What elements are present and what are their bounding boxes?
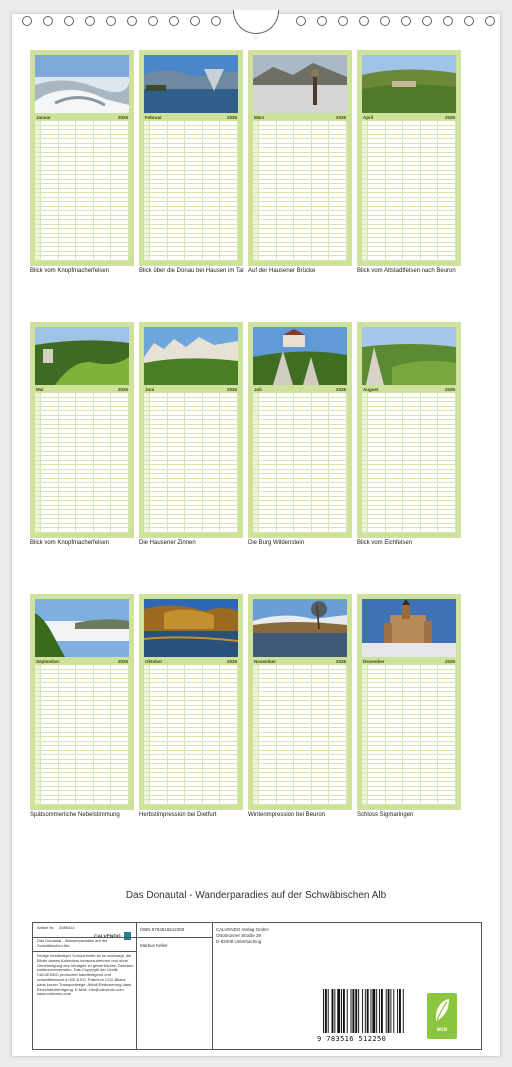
month-header: [253, 113, 347, 121]
month-name: November: [254, 658, 277, 664]
month-calendar-sheet: [30, 322, 134, 538]
month-caption: Winterimpression bei Beuron: [248, 812, 326, 818]
month-header: [35, 657, 129, 665]
month-block: [30, 50, 134, 274]
footer-divider: [137, 937, 213, 938]
month-header: [362, 657, 456, 665]
month-year: 2026: [226, 386, 237, 392]
footer-column-publisher: [213, 923, 307, 1049]
eco-label: eco: [436, 1027, 448, 1033]
calendar-title: Das Donautal - Wanderparadies auf der Schwäbischen Alb: [125, 890, 387, 901]
month-year: 2026: [335, 658, 346, 664]
month-caption: Die Hausener Zinnen: [139, 540, 196, 546]
month-day-grid: [144, 393, 238, 533]
month-day-grid: [253, 121, 347, 261]
month-calendar-sheet: [139, 594, 243, 810]
month-caption: Blick vom Knopfmacherfelsen: [30, 540, 110, 546]
month-caption: Schloss Sigmaringen: [357, 812, 414, 818]
binding-ring: [338, 16, 348, 26]
month-day-grid: [35, 121, 129, 261]
binding-ring: [190, 16, 200, 26]
footer-divider: [33, 951, 137, 952]
binding-ring: [85, 16, 95, 26]
footer-column-isbn: [137, 923, 213, 1049]
month-header: [35, 113, 129, 121]
leaf-icon: [433, 997, 451, 1023]
month-day-grid: [253, 665, 347, 805]
month-calendar-sheet: [357, 50, 461, 266]
month-photo: [362, 327, 456, 385]
publisher-line-2: Ottobrunner Straße 39: [216, 933, 262, 938]
month-day-grid: [253, 393, 347, 533]
month-day-grid: [144, 665, 238, 805]
month-year: 2026: [226, 114, 237, 120]
month-calendar-sheet: [248, 322, 352, 538]
month-caption: Blick vom Altstadtfelsen nach Beuron: [357, 268, 456, 274]
month-caption: Blick vom Knopfmacherfelsen: [30, 268, 110, 274]
calvendo-logo: [93, 927, 133, 935]
month-year: 2026: [444, 386, 455, 392]
month-name: Mai: [36, 386, 44, 392]
binding-ring: [169, 16, 179, 26]
month-block: [139, 50, 244, 274]
month-year: 2026: [117, 114, 128, 120]
binding-ring: [148, 16, 158, 26]
month-calendar-sheet: [139, 50, 243, 266]
binding-ring: [485, 16, 495, 26]
month-caption: Blick vom Eichfelsen: [357, 540, 413, 546]
month-header: [253, 657, 347, 665]
month-calendar-sheet: [248, 594, 352, 810]
month-photo: [362, 55, 456, 113]
binding-ring: [64, 16, 74, 26]
month-block: [139, 594, 243, 818]
month-day-grid: [35, 665, 129, 805]
publisher-line-3: D-82008 Unterhaching: [216, 939, 262, 944]
month-name: April: [363, 114, 374, 120]
barcode-area: [307, 923, 483, 1049]
calendar-page: [12, 14, 500, 1056]
month-photo: [144, 599, 238, 657]
month-day-grid: [362, 121, 456, 261]
month-photo: [144, 327, 238, 385]
month-header: [144, 113, 238, 121]
month-year: 2026: [117, 386, 128, 392]
month-photo: [253, 599, 347, 657]
month-calendar-sheet: [139, 322, 243, 538]
month-block: [30, 594, 134, 818]
month-photo: [35, 599, 129, 657]
month-name: August: [363, 386, 379, 392]
month-year: 2026: [117, 658, 128, 664]
month-caption: Auf der Hausener Brücke: [248, 268, 316, 274]
month-photo: [144, 55, 238, 113]
month-year: 2026: [444, 114, 455, 120]
month-header: [362, 113, 456, 121]
binding-ring: [106, 16, 116, 26]
month-caption: Blick über die Donau bei Hausen im Tal: [139, 268, 244, 274]
month-header: [144, 657, 238, 665]
month-name: Oktober: [145, 658, 163, 664]
month-block: [139, 322, 243, 546]
binding-ring: [359, 16, 369, 26]
month-name: September: [36, 658, 60, 664]
binding-ring: [127, 16, 137, 26]
month-name: März: [254, 114, 265, 120]
month-block: [248, 594, 352, 818]
month-day-grid: [362, 665, 456, 805]
month-block: [248, 50, 352, 274]
binding-ring: [22, 16, 32, 26]
month-calendar-sheet: [357, 322, 461, 538]
month-photo: [362, 599, 456, 657]
binding-ring: [464, 16, 474, 26]
month-year: 2026: [226, 658, 237, 664]
barcode-bars: [323, 989, 419, 1033]
month-calendar-sheet: [30, 594, 134, 810]
month-day-grid: [362, 393, 456, 533]
barcode-digits: 9 783516 512250: [317, 1035, 387, 1043]
month-block: [248, 322, 352, 546]
month-block: [357, 594, 461, 818]
publisher-line-1: CALVENDO Verlag GmbH: [216, 927, 269, 932]
month-year: 2026: [335, 386, 346, 392]
month-photo: [253, 55, 347, 113]
binding-ring: [211, 16, 221, 26]
month-photo: [35, 327, 129, 385]
month-calendar-sheet: [30, 50, 134, 266]
month-block: [357, 50, 461, 274]
month-caption: Herbstimpression bei Dietfurt: [139, 812, 217, 818]
month-name: Januar: [36, 114, 51, 120]
month-block: [357, 322, 461, 546]
isbn-text: ISBN 9783516512250: [140, 927, 185, 932]
month-name: Juli: [254, 386, 262, 392]
footer-column-product: [33, 923, 137, 1049]
product-title-small: Das Donautal - Wanderparadies auf der Schwäbischen Alb: [37, 938, 108, 948]
binding-ring: [443, 16, 453, 26]
month-header: [144, 385, 238, 393]
binding-ring: [422, 16, 432, 26]
month-year: 2026: [444, 658, 455, 664]
binding-ring: [296, 16, 306, 26]
month-calendar-sheet: [248, 50, 352, 266]
article-number: 2086314: [59, 925, 75, 930]
month-name: Februar: [145, 114, 162, 120]
month-photo: [253, 327, 347, 385]
month-caption: Die Burg Wildenstein: [248, 540, 305, 546]
legal-text: Infolge beständiger Schutzrechte ist es untersagt, die Bilder dieses Kalenders herauszutrennen und ohne Genehmigung des Verlages zu gewerblichen Zwecken weiterzuverwenden. Das Copyright der Grafik CALVENDO produziert handfertigend und umweltbewusst in DE & EU. Prämium CO2-Bilanz dank kurzer Transportwege. Abfall-Reduzierung dank Einzelstückfertigung. E-Mail: info@calvendo.com www.calvendo.com: [37, 953, 134, 997]
footer-info-box: [32, 922, 482, 1050]
month-day-grid: [144, 121, 238, 261]
eco-badge: [427, 993, 457, 1039]
binding-ring: [380, 16, 390, 26]
month-calendar-sheet: [357, 594, 461, 810]
binding-ring: [401, 16, 411, 26]
month-header: [253, 385, 347, 393]
author-name: Markus Keller: [140, 943, 168, 948]
month-name: Dezember: [363, 658, 385, 664]
month-photo: [35, 55, 129, 113]
month-header: [362, 385, 456, 393]
month-block: [30, 322, 134, 546]
month-name: Juni: [145, 386, 155, 392]
month-header: [35, 385, 129, 393]
month-year: 2026: [335, 114, 346, 120]
binding-ring: [43, 16, 53, 26]
month-caption: Spätsommerliche Nebelstimmung: [30, 812, 120, 818]
article-label: Artikel Nr.: [37, 925, 55, 930]
binding-ring: [317, 16, 327, 26]
month-day-grid: [35, 393, 129, 533]
